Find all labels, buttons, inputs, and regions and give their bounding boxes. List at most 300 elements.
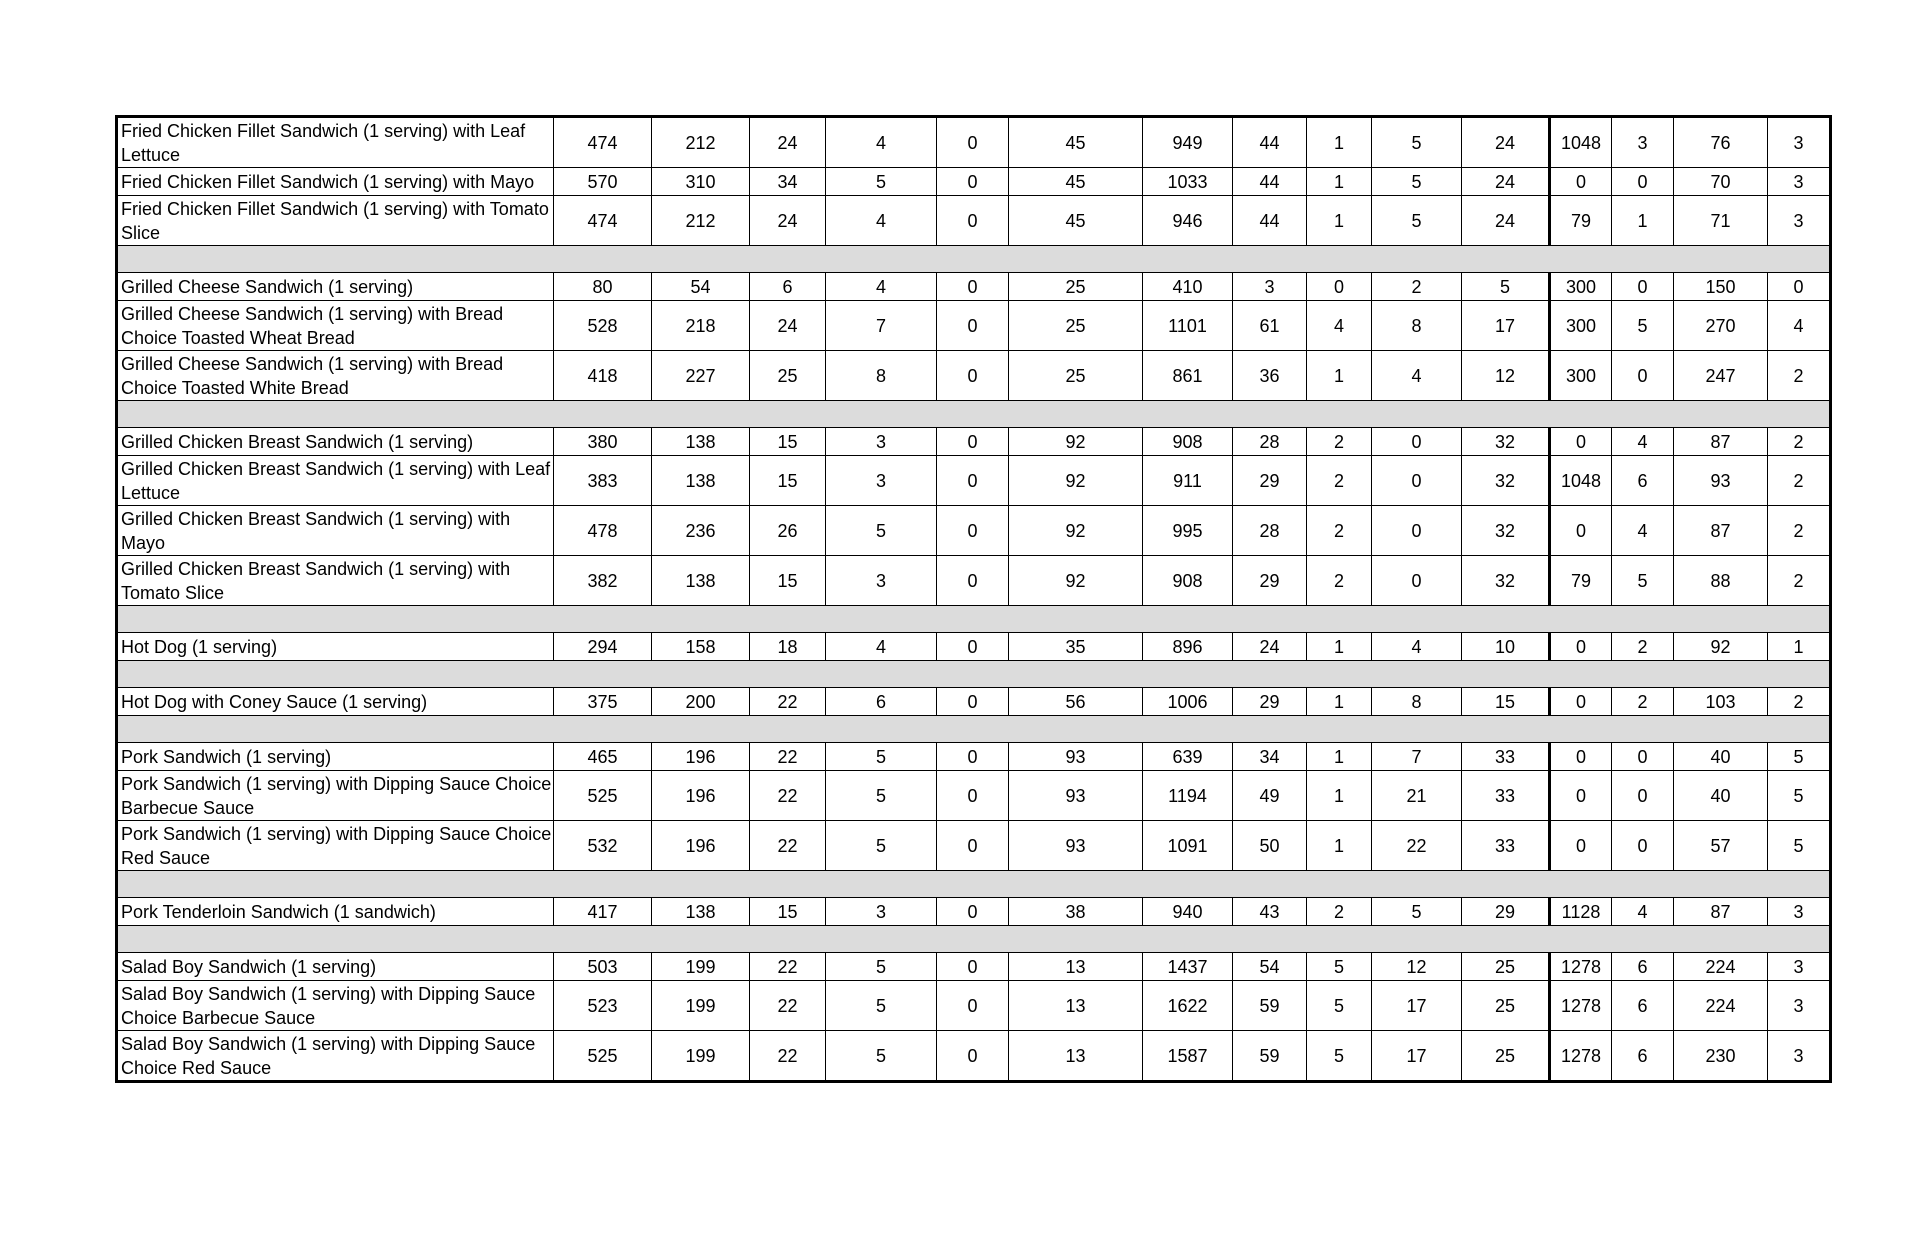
value-cell: 474 (554, 117, 652, 168)
item-name-cell: Salad Boy Sandwich (1 serving) (117, 953, 554, 981)
value-cell: 0 (937, 168, 1009, 196)
value-cell: 6 (826, 688, 937, 716)
value-cell: 0 (937, 1031, 1009, 1082)
value-cell: 32 (1462, 556, 1550, 606)
table-row (117, 117, 1831, 168)
value-cell: 29 (1462, 898, 1550, 926)
value-cell: 5 (1768, 771, 1831, 821)
value-cell: 5 (1462, 273, 1550, 301)
value-cell: 5 (826, 821, 937, 871)
value-cell: 4 (826, 117, 937, 168)
value-cell: 532 (554, 821, 652, 871)
value-cell: 0 (937, 301, 1009, 351)
value-cell: 15 (750, 898, 826, 926)
value-cell: 22 (750, 771, 826, 821)
value-cell: 45 (1009, 168, 1143, 196)
group-separator-row (117, 871, 1831, 898)
value-cell: 12 (1462, 351, 1550, 401)
value-cell: 525 (554, 771, 652, 821)
value-cell: 1 (1768, 633, 1831, 661)
value-cell: 13 (1009, 981, 1143, 1031)
value-cell: 25 (750, 351, 826, 401)
table-row (117, 821, 1831, 871)
value-cell: 4 (1372, 351, 1462, 401)
value-cell: 0 (937, 428, 1009, 456)
value-cell: 300 (1550, 273, 1612, 301)
value-cell: 908 (1143, 556, 1233, 606)
value-cell: 92 (1009, 506, 1143, 556)
value-cell: 1278 (1550, 1031, 1612, 1082)
value-cell: 0 (937, 456, 1009, 506)
value-cell: 93 (1674, 456, 1768, 506)
item-name-cell: Hot Dog (1 serving) (117, 633, 554, 661)
separator-cell (117, 661, 1831, 688)
value-cell: 946 (1143, 196, 1233, 246)
group-separator-row (117, 661, 1831, 688)
value-cell: 29 (1233, 556, 1307, 606)
value-cell: 44 (1233, 117, 1307, 168)
group-separator-row (117, 606, 1831, 633)
value-cell: 230 (1674, 1031, 1768, 1082)
value-cell: 29 (1233, 688, 1307, 716)
item-name-cell: Hot Dog with Coney Sauce (1 serving) (117, 688, 554, 716)
value-cell: 1006 (1143, 688, 1233, 716)
value-cell: 911 (1143, 456, 1233, 506)
value-cell: 410 (1143, 273, 1233, 301)
group-separator-row (117, 716, 1831, 743)
value-cell: 138 (652, 456, 750, 506)
value-cell: 294 (554, 633, 652, 661)
value-cell: 24 (750, 196, 826, 246)
value-cell: 0 (1612, 821, 1674, 871)
value-cell: 54 (652, 273, 750, 301)
value-cell: 44 (1233, 196, 1307, 246)
value-cell: 24 (1233, 633, 1307, 661)
separator-cell (117, 716, 1831, 743)
item-name-cell: Grilled Cheese Sandwich (1 serving) with Bread Choice Toasted Wheat Bread (117, 301, 554, 351)
value-cell: 28 (1233, 428, 1307, 456)
value-cell: 236 (652, 506, 750, 556)
value-cell: 0 (1372, 556, 1462, 606)
value-cell: 40 (1674, 771, 1768, 821)
value-cell: 300 (1550, 301, 1612, 351)
value-cell: 0 (1550, 168, 1612, 196)
value-cell: 4 (1372, 633, 1462, 661)
value-cell: 88 (1674, 556, 1768, 606)
value-cell: 17 (1372, 981, 1462, 1031)
separator-cell (117, 926, 1831, 953)
value-cell: 3 (1233, 273, 1307, 301)
item-name-cell: Salad Boy Sandwich (1 serving) with Dipping Sauce Choice Barbecue Sauce (117, 981, 554, 1031)
value-cell: 224 (1674, 953, 1768, 981)
value-cell: 1 (1307, 771, 1372, 821)
value-cell: 196 (652, 771, 750, 821)
value-cell: 1437 (1143, 953, 1233, 981)
group-separator-row (117, 401, 1831, 428)
value-cell: 218 (652, 301, 750, 351)
value-cell: 940 (1143, 898, 1233, 926)
value-cell: 33 (1462, 821, 1550, 871)
value-cell: 25 (1462, 1031, 1550, 1082)
value-cell: 3 (826, 428, 937, 456)
value-cell: 4 (1612, 898, 1674, 926)
value-cell: 45 (1009, 117, 1143, 168)
value-cell: 227 (652, 351, 750, 401)
value-cell: 38 (1009, 898, 1143, 926)
table-row (117, 273, 1831, 301)
value-cell: 5 (826, 771, 937, 821)
group-separator-row (117, 246, 1831, 273)
value-cell: 200 (652, 688, 750, 716)
value-cell: 93 (1009, 821, 1143, 871)
value-cell: 2 (1768, 456, 1831, 506)
value-cell: 1 (1307, 117, 1372, 168)
value-cell: 212 (652, 196, 750, 246)
item-name-cell: Grilled Chicken Breast Sandwich (1 serving) with Leaf Lettuce (117, 456, 554, 506)
value-cell: 3 (1768, 981, 1831, 1031)
value-cell: 1194 (1143, 771, 1233, 821)
value-cell: 0 (1550, 428, 1612, 456)
value-cell: 21 (1372, 771, 1462, 821)
value-cell: 22 (750, 1031, 826, 1082)
value-cell: 0 (1550, 771, 1612, 821)
value-cell: 1278 (1550, 953, 1612, 981)
value-cell: 24 (1462, 168, 1550, 196)
value-cell: 24 (750, 301, 826, 351)
value-cell: 34 (750, 168, 826, 196)
value-cell: 33 (1462, 771, 1550, 821)
value-cell: 0 (937, 506, 1009, 556)
value-cell: 45 (1009, 196, 1143, 246)
value-cell: 5 (1612, 301, 1674, 351)
value-cell: 0 (1372, 428, 1462, 456)
value-cell: 2 (1768, 351, 1831, 401)
value-cell: 0 (1372, 456, 1462, 506)
table-row (117, 556, 1831, 606)
value-cell: 92 (1009, 428, 1143, 456)
value-cell: 1 (1307, 351, 1372, 401)
value-cell: 32 (1462, 456, 1550, 506)
value-cell: 26 (750, 506, 826, 556)
value-cell: 0 (937, 688, 1009, 716)
table-row (117, 633, 1831, 661)
table-row (117, 168, 1831, 196)
value-cell: 570 (554, 168, 652, 196)
table-row (117, 351, 1831, 401)
value-cell: 22 (1372, 821, 1462, 871)
value-cell: 861 (1143, 351, 1233, 401)
table-row (117, 456, 1831, 506)
value-cell: 1622 (1143, 981, 1233, 1031)
value-cell: 34 (1233, 743, 1307, 771)
value-cell: 2 (1307, 506, 1372, 556)
value-cell: 87 (1674, 506, 1768, 556)
value-cell: 138 (652, 556, 750, 606)
value-cell: 15 (1462, 688, 1550, 716)
table-row (117, 688, 1831, 716)
value-cell: 2 (1307, 456, 1372, 506)
value-cell: 92 (1674, 633, 1768, 661)
value-cell: 80 (554, 273, 652, 301)
value-cell: 3 (1768, 168, 1831, 196)
value-cell: 2 (1307, 556, 1372, 606)
value-cell: 0 (937, 196, 1009, 246)
value-cell: 1 (1307, 633, 1372, 661)
value-cell: 382 (554, 556, 652, 606)
value-cell: 4 (1612, 428, 1674, 456)
value-cell: 15 (750, 556, 826, 606)
value-cell: 375 (554, 688, 652, 716)
value-cell: 92 (1009, 456, 1143, 506)
value-cell: 1 (1307, 688, 1372, 716)
value-cell: 0 (1612, 743, 1674, 771)
value-cell: 7 (826, 301, 937, 351)
value-cell: 1 (1612, 196, 1674, 246)
value-cell: 22 (750, 981, 826, 1031)
value-cell: 5 (826, 953, 937, 981)
value-cell: 383 (554, 456, 652, 506)
value-cell: 4 (826, 633, 937, 661)
value-cell: 523 (554, 981, 652, 1031)
value-cell: 1 (1307, 743, 1372, 771)
value-cell: 4 (826, 196, 937, 246)
value-cell: 1033 (1143, 168, 1233, 196)
value-cell: 1587 (1143, 1031, 1233, 1082)
value-cell: 2 (1307, 428, 1372, 456)
item-name-cell: Fried Chicken Fillet Sandwich (1 serving) with Leaf Lettuce (117, 117, 554, 168)
value-cell: 33 (1462, 743, 1550, 771)
value-cell: 2 (1307, 898, 1372, 926)
value-cell: 5 (1612, 556, 1674, 606)
value-cell: 1048 (1550, 117, 1612, 168)
value-cell: 639 (1143, 743, 1233, 771)
value-cell: 0 (1612, 168, 1674, 196)
table-row (117, 506, 1831, 556)
value-cell: 5 (826, 743, 937, 771)
item-name-cell: Pork Tenderloin Sandwich (1 sandwich) (117, 898, 554, 926)
value-cell: 12 (1372, 953, 1462, 981)
value-cell: 0 (937, 898, 1009, 926)
value-cell: 4 (1612, 506, 1674, 556)
value-cell: 8 (1372, 301, 1462, 351)
value-cell: 3 (1768, 953, 1831, 981)
value-cell: 0 (1550, 506, 1612, 556)
value-cell: 59 (1233, 981, 1307, 1031)
value-cell: 5 (1768, 743, 1831, 771)
value-cell: 6 (1612, 456, 1674, 506)
value-cell: 32 (1462, 506, 1550, 556)
value-cell: 0 (937, 981, 1009, 1031)
item-name-cell: Grilled Cheese Sandwich (1 serving) with Bread Choice Toasted White Bread (117, 351, 554, 401)
value-cell: 199 (652, 953, 750, 981)
table-row (117, 953, 1831, 981)
value-cell: 22 (750, 688, 826, 716)
value-cell: 13 (1009, 1031, 1143, 1082)
value-cell: 5 (1372, 196, 1462, 246)
value-cell: 87 (1674, 428, 1768, 456)
value-cell: 270 (1674, 301, 1768, 351)
value-cell: 1101 (1143, 301, 1233, 351)
value-cell: 196 (652, 743, 750, 771)
value-cell: 4 (1768, 301, 1831, 351)
value-cell: 0 (1550, 688, 1612, 716)
separator-cell (117, 401, 1831, 428)
table-row (117, 196, 1831, 246)
value-cell: 0 (1612, 273, 1674, 301)
value-cell: 36 (1233, 351, 1307, 401)
value-cell: 29 (1233, 456, 1307, 506)
value-cell: 76 (1674, 117, 1768, 168)
item-name-cell: Fried Chicken Fillet Sandwich (1 serving) with Tomato Slice (117, 196, 554, 246)
value-cell: 25 (1009, 351, 1143, 401)
value-cell: 93 (1009, 771, 1143, 821)
table-row (117, 743, 1831, 771)
value-cell: 15 (750, 428, 826, 456)
value-cell: 0 (1612, 351, 1674, 401)
item-name-cell: Pork Sandwich (1 serving) with Dipping Sauce Choice Barbecue Sauce (117, 771, 554, 821)
value-cell: 3 (1768, 898, 1831, 926)
value-cell: 61 (1233, 301, 1307, 351)
value-cell: 0 (1372, 506, 1462, 556)
table-row (117, 771, 1831, 821)
value-cell: 0 (1307, 273, 1372, 301)
value-cell: 71 (1674, 196, 1768, 246)
value-cell: 5 (1307, 1031, 1372, 1082)
value-cell: 5 (1372, 117, 1462, 168)
value-cell: 8 (1372, 688, 1462, 716)
value-cell: 1091 (1143, 821, 1233, 871)
value-cell: 32 (1462, 428, 1550, 456)
value-cell: 17 (1372, 1031, 1462, 1082)
value-cell: 6 (1612, 1031, 1674, 1082)
item-name-cell: Pork Sandwich (1 serving) with Dipping Sauce Choice Red Sauce (117, 821, 554, 871)
value-cell: 24 (750, 117, 826, 168)
item-name-cell: Grilled Cheese Sandwich (1 serving) (117, 273, 554, 301)
value-cell: 0 (1612, 771, 1674, 821)
value-cell: 2 (1768, 428, 1831, 456)
value-cell: 35 (1009, 633, 1143, 661)
item-name-cell: Fried Chicken Fillet Sandwich (1 serving) with Mayo (117, 168, 554, 196)
value-cell: 5 (1372, 898, 1462, 926)
value-cell: 6 (1612, 981, 1674, 1031)
value-cell: 995 (1143, 506, 1233, 556)
value-cell: 5 (1307, 953, 1372, 981)
value-cell: 2 (1768, 556, 1831, 606)
value-cell: 70 (1674, 168, 1768, 196)
value-cell: 310 (652, 168, 750, 196)
value-cell: 212 (652, 117, 750, 168)
value-cell: 908 (1143, 428, 1233, 456)
value-cell: 949 (1143, 117, 1233, 168)
value-cell: 4 (1307, 301, 1372, 351)
value-cell: 224 (1674, 981, 1768, 1031)
value-cell: 1128 (1550, 898, 1612, 926)
value-cell: 56 (1009, 688, 1143, 716)
value-cell: 103 (1674, 688, 1768, 716)
value-cell: 5 (826, 981, 937, 1031)
value-cell: 503 (554, 953, 652, 981)
value-cell: 17 (1462, 301, 1550, 351)
table-row (117, 301, 1831, 351)
value-cell: 79 (1550, 196, 1612, 246)
value-cell: 6 (750, 273, 826, 301)
value-cell: 49 (1233, 771, 1307, 821)
value-cell: 138 (652, 898, 750, 926)
value-cell: 40 (1674, 743, 1768, 771)
value-cell: 0 (937, 743, 1009, 771)
separator-cell (117, 606, 1831, 633)
value-cell: 465 (554, 743, 652, 771)
value-cell: 3 (826, 456, 937, 506)
table-row (117, 898, 1831, 926)
value-cell: 3 (826, 898, 937, 926)
group-separator-row (117, 926, 1831, 953)
table-row (117, 981, 1831, 1031)
value-cell: 0 (937, 953, 1009, 981)
value-cell: 896 (1143, 633, 1233, 661)
value-cell: 25 (1009, 273, 1143, 301)
value-cell: 93 (1009, 743, 1143, 771)
separator-cell (117, 871, 1831, 898)
value-cell: 0 (937, 821, 1009, 871)
value-cell: 18 (750, 633, 826, 661)
value-cell: 44 (1233, 168, 1307, 196)
item-name-cell: Pork Sandwich (1 serving) (117, 743, 554, 771)
value-cell: 25 (1462, 953, 1550, 981)
value-cell: 0 (1550, 743, 1612, 771)
value-cell: 22 (750, 821, 826, 871)
value-cell: 13 (1009, 953, 1143, 981)
value-cell: 158 (652, 633, 750, 661)
value-cell: 5 (1372, 168, 1462, 196)
value-cell: 5 (826, 506, 937, 556)
value-cell: 418 (554, 351, 652, 401)
value-cell: 5 (826, 168, 937, 196)
value-cell: 525 (554, 1031, 652, 1082)
value-cell: 1 (1307, 168, 1372, 196)
value-cell: 3 (1768, 117, 1831, 168)
value-cell: 199 (652, 981, 750, 1031)
value-cell: 474 (554, 196, 652, 246)
value-cell: 2 (1768, 506, 1831, 556)
value-cell: 2 (1372, 273, 1462, 301)
table-row (117, 428, 1831, 456)
value-cell: 0 (937, 117, 1009, 168)
value-cell: 59 (1233, 1031, 1307, 1082)
value-cell: 2 (1612, 688, 1674, 716)
value-cell: 2 (1768, 688, 1831, 716)
value-cell: 3 (1768, 196, 1831, 246)
value-cell: 24 (1462, 196, 1550, 246)
value-cell: 43 (1233, 898, 1307, 926)
value-cell: 199 (652, 1031, 750, 1082)
value-cell: 0 (937, 633, 1009, 661)
value-cell: 528 (554, 301, 652, 351)
value-cell: 3 (1612, 117, 1674, 168)
value-cell: 150 (1674, 273, 1768, 301)
value-cell: 380 (554, 428, 652, 456)
value-cell: 5 (1307, 981, 1372, 1031)
value-cell: 196 (652, 821, 750, 871)
value-cell: 1048 (1550, 456, 1612, 506)
value-cell: 300 (1550, 351, 1612, 401)
value-cell: 5 (1768, 821, 1831, 871)
table-row (117, 1031, 1831, 1082)
value-cell: 0 (937, 556, 1009, 606)
value-cell: 10 (1462, 633, 1550, 661)
value-cell: 1278 (1550, 981, 1612, 1031)
value-cell: 22 (750, 743, 826, 771)
